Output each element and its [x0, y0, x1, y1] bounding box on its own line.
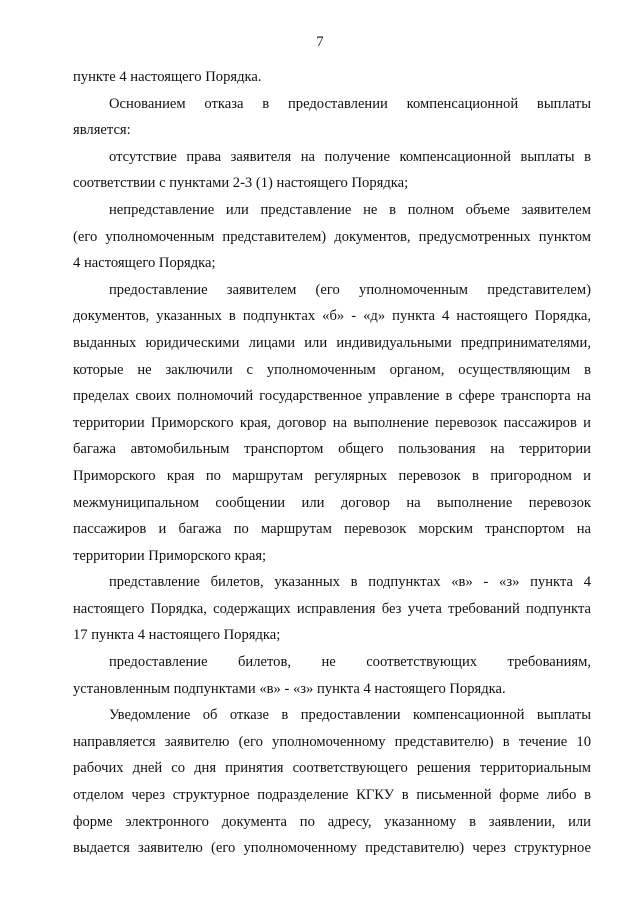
text-line: Основанием отказа в предоставлении компенсационной выплаты [109, 95, 591, 112]
text-line: Приморского края по маршрутам регулярных перевозок в пригородном и [73, 467, 591, 484]
text-line: представление билетов, указанных в подпунктах «в» - «з» пункта 4 [109, 574, 591, 591]
text-line: пассажиров и багажа по маршрутам перевозок морским транспортом на [73, 521, 591, 538]
text-line: является: [73, 122, 131, 139]
text-line: отсутствие права заявителя на получение компенсационной выплаты в [109, 148, 591, 165]
text-line: межмуниципальном сообщении или договор на выполнение перевозок [73, 494, 591, 511]
paragraph [73, 277, 591, 570]
text-line: направляется заявителю (его уполномоченному представителю) в течение 10 [73, 733, 591, 750]
text-line: (его уполномоченным представителем) документов, предусмотренных пунктом [73, 228, 591, 245]
text-line: выданных юридическими лицами или индивидуальными предпринимателями, [73, 334, 591, 351]
text-line: выдается заявителю (его уполномоченному представителю) через структурное [73, 840, 591, 857]
text-line: пункте 4 настоящего Порядка. [73, 69, 262, 85]
page-number: 7 [316, 34, 324, 50]
paragraph [73, 144, 591, 197]
paragraph [73, 197, 591, 277]
text-line: пределах своих полномочий государственное управление в сфере транспорта на [73, 388, 591, 405]
text-line: непредставление или представление не в полном объеме заявителем [109, 201, 591, 218]
text-line: которые не заключили с уполномоченным органом, осуществляющим в [73, 361, 591, 378]
text-line: 17 пункта 4 настоящего Порядка; [73, 627, 281, 644]
text-line: документов, указанных в подпунктах «б» - «д» пункта 4 настоящего Порядка, [73, 308, 591, 325]
text-line: территории Приморского края; [73, 547, 267, 564]
paragraph [73, 649, 591, 702]
document-body [73, 64, 591, 862]
text-line: соответствии с пунктами 2-3 (1) настоящего Порядка; [73, 175, 409, 192]
text-line: 4 настоящего Порядка; [73, 255, 216, 272]
text-line: багажа автомобильным транспортом общего пользования на территории [73, 441, 591, 458]
text-line: рабочих дней со дня принятия соответствующего решения территориальным [73, 760, 591, 777]
paragraph [73, 91, 591, 144]
text-line: настоящего Порядка, содержащих исправления без учета требований подпункта [73, 600, 591, 617]
text-line: территории Приморского края, договор на выполнение перевозок пассажиров и [73, 414, 591, 431]
paragraph [73, 569, 591, 649]
text-line: Уведомление об отказе в предоставлении компенсационной выплаты [109, 707, 591, 724]
text-line: форме электронного документа по адресу, указанному в заявлении, или [73, 813, 591, 830]
text-line: предоставление заявителем (его уполномоченным представителем) [109, 281, 591, 298]
text-line: предоставление билетов, не соответствующих требованиям, [109, 654, 591, 671]
text-line: установленным подпунктами «в» - «з» пункта 4 настоящего Порядка. [73, 680, 506, 697]
paragraph [73, 702, 591, 862]
text-line: отделом через структурное подразделение КГКУ в письменной форме либо в [73, 787, 591, 804]
paragraph [73, 64, 591, 91]
